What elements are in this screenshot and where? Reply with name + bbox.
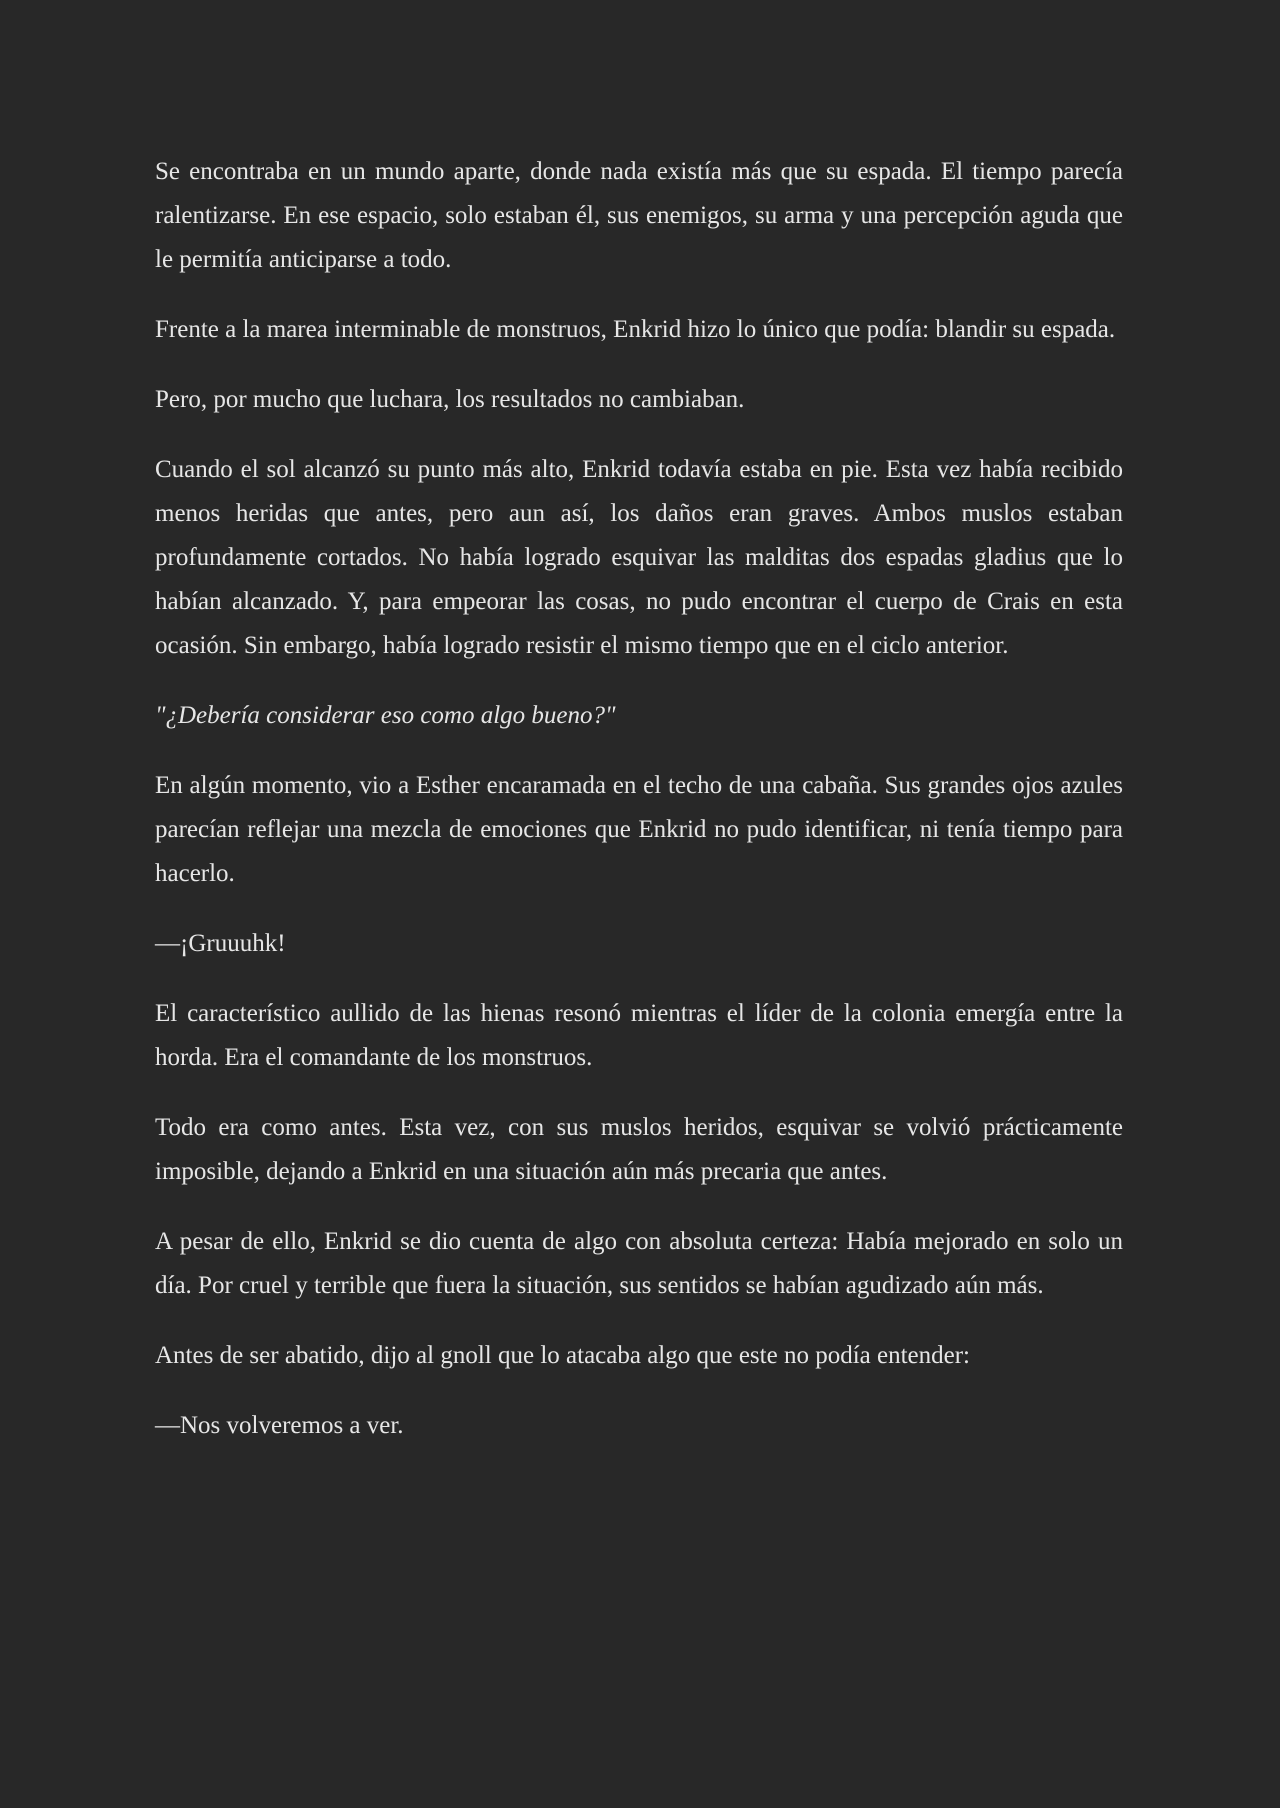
dialogue-line-2: —Nos volveremos a ver.: [155, 1412, 404, 1439]
paragraph-4: Cuando el sol alcanzó su punto más alto, Enkrid todavía estaba en pie. Esta vez había recibido menos heridas que antes, pero aun así, los daños eran graves. Ambos muslos estaban profundamente cortados. No había logrado esquivar las malditas dos espadas gladius que lo habían alcanzado. Y, para empeorar las cosas, no pudo encontrar el cuerpo de Crais en esta ocasión. Sin embargo, había logrado resistir el mismo tiempo que en el ciclo anterior.: [155, 456, 1123, 659]
thought-quote: "¿Debería considerar eso como algo bueno?": [155, 702, 616, 729]
paragraph-2: Frente a la marea interminable de monstruos, Enkrid hizo lo único que podía: blandir su espada.: [155, 316, 1116, 343]
paragraph-10: A pesar de ello, Enkrid se dio cuenta de algo con absoluta certeza: Había mejorado en solo un día. Por cruel y terrible que fuera la situación, sus sentidos se habían agudizado aún más.: [155, 1228, 1123, 1299]
paragraph-3: Pero, por mucho que luchara, los resultados no cambiaban.: [155, 386, 745, 413]
paragraph-9: Todo era como antes. Esta vez, con sus muslos heridos, esquivar se volvió prácticamente imposible, dejando a Enkrid en una situación aún más precaria que antes.: [155, 1114, 1123, 1185]
reader-page: [155, 150, 1123, 1448]
paragraph-8: El característico aullido de las hienas resonó mientras el líder de la colonia emergía entre la horda. Era el comandante de los monstruos.: [155, 1000, 1123, 1071]
paragraph-6: En algún momento, vio a Esther encaramada en el techo de una cabaña. Sus grandes ojos azules parecían reflejar una mezcla de emociones que Enkrid no pudo identificar, ni tenía tiempo para hacerlo.: [155, 772, 1123, 887]
dialogue-line-1: —¡Gruuuhk!: [155, 930, 286, 957]
paragraph-1: Se encontraba en un mundo aparte, donde nada existía más que su espada. El tiempo parecía ralentizarse. En ese espacio, solo estaban él, sus enemigos, su arma y una percepción aguda que le permitía anticiparse a todo.: [155, 158, 1123, 273]
paragraph-11: Antes de ser abatido, dijo al gnoll que lo atacaba algo que este no podía entender:: [155, 1342, 971, 1369]
